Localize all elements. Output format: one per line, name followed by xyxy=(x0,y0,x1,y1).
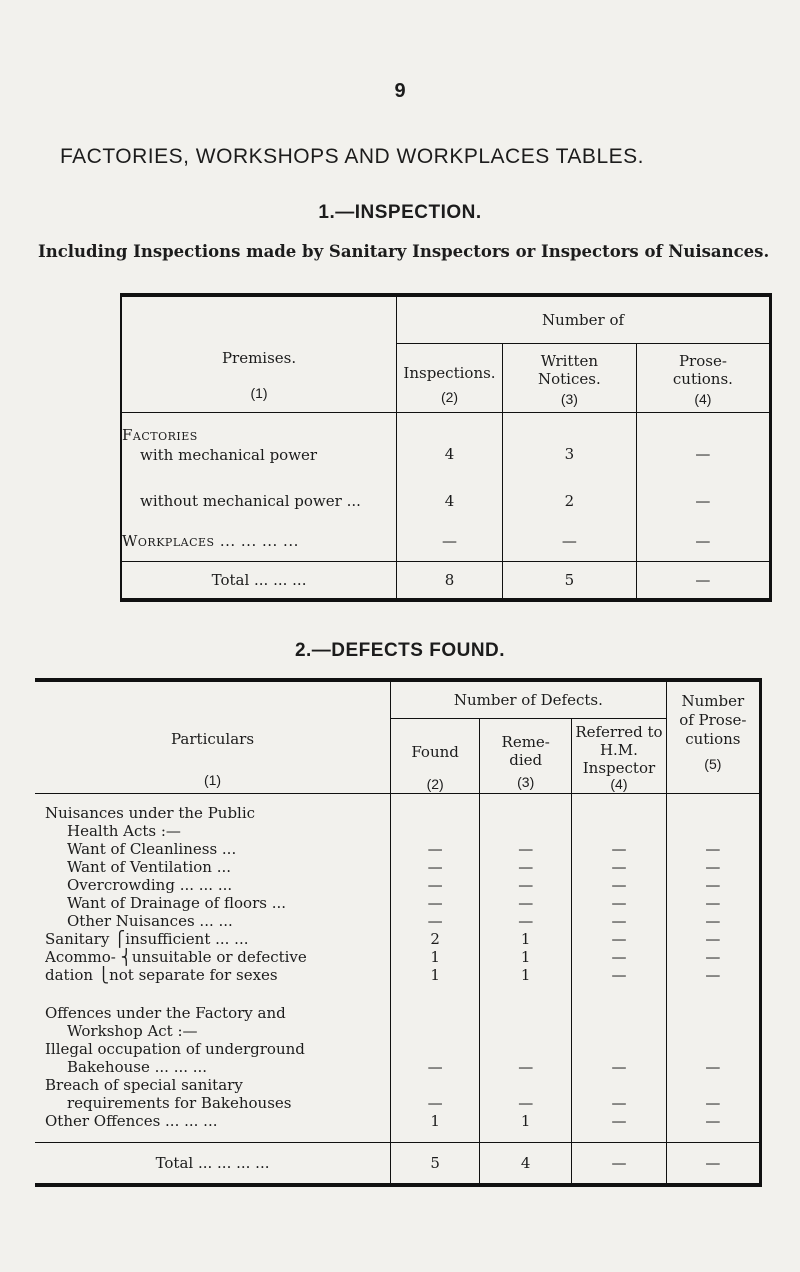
total-notices: 5 xyxy=(502,562,636,601)
page-title: FACTORIES, WORKSHOPS AND WORKPLACES TABLES. xyxy=(60,145,644,168)
prosecution-value: — xyxy=(705,894,721,912)
referred-header-label: Referred to H.M. Inspector xyxy=(575,723,663,777)
prosecution-value: — xyxy=(705,1112,721,1130)
remedied-header-label: Reme- died xyxy=(501,733,550,769)
total-remedied: 4 xyxy=(480,1143,572,1186)
total-referred: — xyxy=(572,1143,666,1186)
total-inspections: 8 xyxy=(397,562,503,601)
list-item: Want of Drainage of floors ... xyxy=(67,894,287,912)
number-of-prosecutions-label: Number of Prose- cutions xyxy=(679,692,747,748)
found-header xyxy=(391,719,480,794)
written-notices-header-num: (3) xyxy=(560,391,578,407)
row-label: without mechanical power ... xyxy=(121,481,397,521)
defects-table xyxy=(35,678,762,1187)
number-of-defects-header: Number of Defects. xyxy=(391,680,667,719)
remedied-value: — xyxy=(518,1094,534,1112)
list-item: Breach of special sanitary xyxy=(45,1076,243,1094)
total-prosecutions: — xyxy=(636,562,770,601)
list-item: Want of Ventilation ... xyxy=(67,858,232,876)
total-row xyxy=(35,1143,761,1186)
referred-value: — xyxy=(611,948,627,966)
prosecutions-value: — xyxy=(636,413,770,482)
referred-header-num: (4) xyxy=(610,776,628,792)
inspections-value: 4 xyxy=(397,481,503,521)
row-label: Workplaces ... ... ... ... xyxy=(121,521,397,562)
list-item: dation ⎩not separate for sexes xyxy=(45,966,278,984)
defects-heading: 2.—DEFECTS FOUND. xyxy=(294,640,506,661)
premises-header xyxy=(121,295,397,413)
remedied-value: — xyxy=(518,858,534,876)
number-of-header: Number of xyxy=(397,295,771,344)
found-value: — xyxy=(427,876,443,894)
prosecution-values xyxy=(666,794,760,993)
list-item: Acommo- ⎨unsuitable or defective xyxy=(45,948,307,966)
found-value: — xyxy=(427,894,443,912)
remedied-value: — xyxy=(518,840,534,858)
prosecution-value: — xyxy=(705,912,721,930)
referred-values xyxy=(572,794,666,993)
list-item: Illegal occupation of underground xyxy=(45,1040,305,1058)
list-item: Nuisances under the Public xyxy=(45,804,256,822)
found-value: 1 xyxy=(430,948,440,966)
prosecution-value: — xyxy=(705,1094,721,1112)
found-value: — xyxy=(427,858,443,876)
list-item: Other Offences ... ... ... xyxy=(45,1112,218,1130)
prosecutions-header-num: (4) xyxy=(694,391,712,407)
found-header-label: Found xyxy=(411,743,459,761)
premises-header-num: (1) xyxy=(250,385,268,401)
referred-value: — xyxy=(611,1112,627,1130)
remedied-value: 1 xyxy=(520,966,531,984)
remedied-value: — xyxy=(518,912,534,930)
inspections-value: — xyxy=(397,521,503,562)
referred-value: — xyxy=(611,858,627,876)
prosecution-values xyxy=(666,992,760,1143)
prosecution-value: — xyxy=(705,930,721,948)
list-item: Overcrowding ... ... ... xyxy=(67,876,233,894)
prosecution-value: — xyxy=(705,876,721,894)
page-number: 9 xyxy=(394,80,406,102)
number-of-prosecutions-header xyxy=(666,680,760,794)
referred-value xyxy=(572,1022,665,1040)
found-value: — xyxy=(427,840,443,858)
total-label: Total ... ... ... ... xyxy=(35,1143,391,1186)
notices-value: — xyxy=(502,521,636,562)
prosecutions-header-label: Prose- cutions. xyxy=(672,352,733,388)
prosecution-value: — xyxy=(705,858,721,876)
remedied-values xyxy=(480,794,572,993)
prosecution-value xyxy=(667,1040,759,1058)
remedied-value: — xyxy=(518,1058,534,1076)
prosecution-value: — xyxy=(705,1058,721,1076)
list-item: Other Nuisances ... ... xyxy=(67,912,233,930)
remedied-header xyxy=(480,719,572,794)
prosecution-value xyxy=(667,1022,759,1040)
offences-block xyxy=(35,992,391,1143)
total-row xyxy=(121,562,771,601)
remedied-value xyxy=(480,822,571,840)
nuisances-block xyxy=(35,794,391,993)
premises-header-label: Premises. xyxy=(221,349,297,367)
row-label: with mechanical power xyxy=(140,446,318,464)
remedied-value xyxy=(480,1076,571,1094)
referred-value xyxy=(572,1076,665,1094)
referred-value: — xyxy=(611,876,627,894)
row-group-label: Factories xyxy=(122,426,198,444)
notices-value: 2 xyxy=(502,481,636,521)
remedied-value: 1 xyxy=(520,930,531,948)
found-value: — xyxy=(427,912,443,930)
remedied-value: — xyxy=(518,894,534,912)
referred-value: — xyxy=(611,1058,627,1076)
referred-value: — xyxy=(611,912,627,930)
referred-value xyxy=(572,804,665,822)
inspection-heading: 1.—INSPECTION. xyxy=(318,202,482,223)
table-row xyxy=(121,521,771,562)
found-value xyxy=(391,1022,479,1040)
total-found: 5 xyxy=(391,1143,480,1186)
remedied-value xyxy=(480,1022,571,1040)
found-value xyxy=(391,1040,479,1058)
prosecution-value: — xyxy=(705,966,721,984)
prosecutions-value: — xyxy=(636,481,770,521)
prosecution-value: — xyxy=(705,840,721,858)
total-prosecutions: — xyxy=(666,1143,760,1186)
table-row xyxy=(35,794,761,993)
referred-value xyxy=(572,1004,665,1022)
found-values xyxy=(391,992,480,1143)
list-item: Health Acts :— xyxy=(67,822,181,840)
found-header-num: (2) xyxy=(426,776,444,792)
table-row xyxy=(121,481,771,521)
found-value: 2 xyxy=(430,930,440,948)
remedied-values xyxy=(480,992,572,1143)
inspection-table xyxy=(120,293,772,602)
table-row xyxy=(121,413,771,482)
found-value xyxy=(391,822,479,840)
written-notices-header xyxy=(502,344,636,413)
prosecution-value xyxy=(667,1004,759,1022)
inspections-value: 4 xyxy=(397,413,503,482)
list-item: Sanitary ⎧insufficient ... ... xyxy=(45,930,249,948)
list-item: Offences under the Factory and xyxy=(45,1004,286,1022)
total-label: Total ... ... ... xyxy=(121,562,397,601)
found-value xyxy=(391,1004,479,1022)
table-row xyxy=(35,992,761,1143)
inspections-header-num: (2) xyxy=(440,389,459,405)
referred-value xyxy=(572,1040,665,1058)
particulars-header-num: (1) xyxy=(203,772,222,788)
remedied-value xyxy=(480,1004,571,1022)
list-item: requirements for Bakehouses xyxy=(67,1094,292,1112)
referred-value: — xyxy=(611,840,627,858)
referred-value: — xyxy=(611,930,627,948)
particulars-header-label: Particulars xyxy=(171,730,255,748)
list-item: Want of Cleanliness ... xyxy=(67,840,237,858)
notices-value: 3 xyxy=(502,413,636,482)
list-item: Bakehouse ... ... ... xyxy=(67,1058,208,1076)
found-value xyxy=(391,804,479,822)
prosecution-value xyxy=(667,1076,759,1094)
prosecution-value: — xyxy=(705,948,721,966)
referred-values xyxy=(572,992,666,1143)
inspections-header xyxy=(397,344,503,413)
found-value: 1 xyxy=(430,1112,440,1130)
referred-value: — xyxy=(611,966,627,984)
referred-header xyxy=(572,719,666,794)
remedied-header-num: (3) xyxy=(517,774,535,790)
found-value xyxy=(391,1076,479,1094)
inspections-header-label: Inspections. xyxy=(403,364,496,382)
referred-value: — xyxy=(611,1094,627,1112)
written-notices-header-label: Written Notices. xyxy=(538,352,601,388)
found-value: 1 xyxy=(430,966,440,984)
found-values xyxy=(391,794,480,993)
prosecution-value xyxy=(667,804,759,822)
prosecutions-value: — xyxy=(636,521,770,562)
found-value: — xyxy=(427,1058,443,1076)
remedied-value: — xyxy=(518,876,534,894)
referred-value: — xyxy=(611,894,627,912)
remedied-value: 1 xyxy=(520,1112,531,1130)
referred-value xyxy=(572,822,665,840)
remedied-value xyxy=(480,804,571,822)
found-value: — xyxy=(427,1094,443,1112)
remedied-value xyxy=(480,1040,571,1058)
prosecution-value xyxy=(667,822,759,840)
list-item: Workshop Act :— xyxy=(67,1022,198,1040)
prosecutions-header-num: (5) xyxy=(704,756,722,772)
prosecutions-header xyxy=(636,344,770,413)
particulars-header xyxy=(35,680,391,794)
inspection-subtitle: Including Inspections made by Sanitary Inspectors or Inspectors of Nuisances. xyxy=(38,242,770,261)
remedied-value: 1 xyxy=(520,948,531,966)
